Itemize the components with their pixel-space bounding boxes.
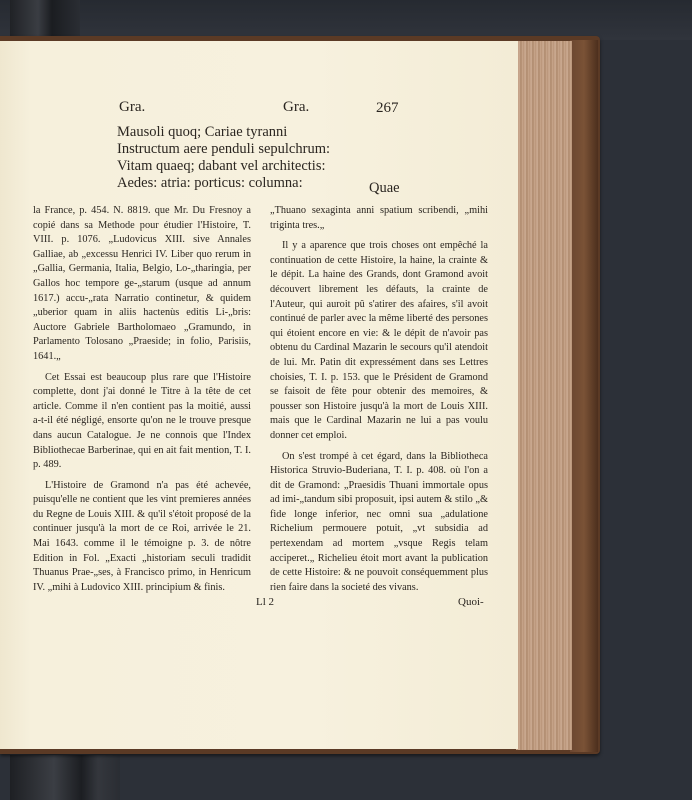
signature-mark: Ll 2	[256, 596, 275, 608]
verse-catchword: Quae	[369, 180, 400, 196]
right-column	[270, 204, 488, 595]
paragraph: L'Histoire de Gramond n'a pas été achevée, puisqu'elle ne contient que les vint premieres années du Regne de Louis XIII. & qu'il s'étoit proposé de la continuer jusqu'à la mort de ce Roi, arrivée le 21. Mai 1643. comme il le témoigne p. 3. de nôtre Edition in Fol. „Exacti „historiam seculi tradidit Thuanus Prae-„ses, à Francisco primo, in Henricum IV. „mihi à Ludovico XIII. principium & finis.	[33, 479, 251, 593]
paragraph: Il y a aparence que trois choses ont empêché la continuation de cette Histoire, la haine, la crainte & le dépit. La haine des Grands, dont Gramond avoit découvert librement les défauts, la crainte de l'Auteur, qui auroit pû s'atirer des afaires, s'il avoit continué de parler avec la même liberté des persones qui étoient encore en vie: & le dépit de n'avoir pas obtenu du Cardinal Mazarin le secours qu'il atendoit de lui. Mr. Patin dit expressément dans ses Lettres choisies, T. I. p. 153. que le Président de Gramond se faisoit de fête pour obtenir des memoires, & pousser son Histoire jusqu'à la mort de Louis XIII. mais que le Cardinal Mazarin ne lui a pas voulu donner cet emploi.	[270, 240, 488, 441]
catchword: Quoi-	[458, 596, 484, 608]
book-support-bottom	[10, 755, 120, 800]
running-head-left: Gra.	[119, 99, 146, 115]
verse-block	[117, 124, 330, 192]
running-head-center: Gra.	[283, 99, 310, 115]
book-cover-edge	[570, 40, 598, 752]
verse-line: Mausoli quoq; Cariae tyranni	[117, 124, 288, 140]
book-support-top	[10, 0, 80, 40]
paragraph: Cet Essai est beaucoup plus rare que l'Histoire complette, dont j'ai donné le Titre à la tête de cet article. Comme il n'en contient pas la moitié, aussi a-t-il été négligé, ensorte qu'on ne le trouve presque dans aucun Catalogue. Je ne connois que l'Index Bibliothecae Barberinae, qui en ait fait mention, T. I. p. 489.	[33, 371, 251, 471]
page-edges	[516, 41, 572, 750]
page-number: 267	[376, 100, 399, 116]
paragraph: la France, p. 454. N. 8819. que Mr. Du Fresnoy a copié dans sa Methode pour étudier l'Histoire, T. VIII. p. 1076. „Ludovicus XIII. sive Annales Galliae, ab „excessu Henrici IV. Liber quo rerum in „Gallia, Germania, Italia, Belgio, Lo-„tharingia, per Gallos hoc tempore ge-„starum (usque ad annum 1617.) accu-„rata Narratio continetur, & quidem „uberior quam in aliis hactenùs editis Li-„bris: Auctore Gabriele Bartholomaeo „Gramundo, in Parlamento Tolosano „Praeside; in folio, Parisiis, 1641.„	[33, 205, 251, 362]
verse-line: Aedes: atria: porticus: columna:	[117, 175, 303, 191]
background-top	[0, 0, 692, 40]
paragraph: „Thuano sexaginta anni spatium scribendi, „mihi triginta tres.„	[270, 205, 488, 231]
verse-line: Instructum aere penduli sepulchrum:	[117, 141, 331, 157]
left-column	[33, 204, 251, 595]
verse-line: Vitam quaeq; dabant vel architectis:	[117, 158, 326, 174]
paragraph: On s'est trompé à cet égard, dans la Bibliotheca Historica Struvio-Buderiana, T. I. p. 408. où l'on a dit de Gramond: „Praesidis Thuani immortale opus ad imi-„tandum sibi proposuit, ipsi autem & stilo „& fide longe inferior, nec omni sua „adulatione Richelium permouere potuit, „vt subsidia ad pertexendam ad mortem „vsque Regis telam acciperet.„ Richelieu étoit mort avant la publication de cette Histoire: & ne pouvoit conséquemment plus rien faire dans la societé des vivans.	[270, 450, 488, 593]
